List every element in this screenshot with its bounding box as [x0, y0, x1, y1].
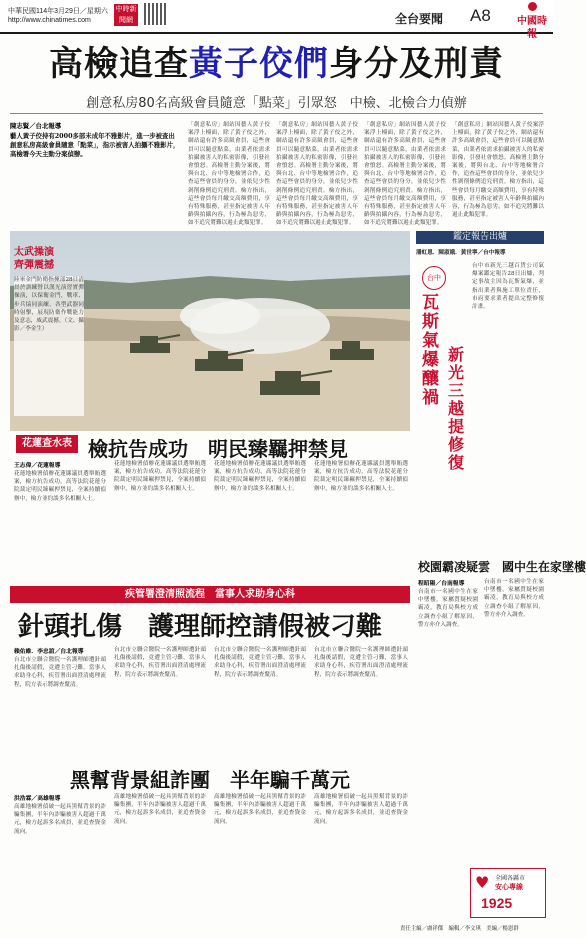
main-body-col-2: 「創意私房」網站因藝人黃子佼案浮上檯面，除了黃子佼之外，網站還有許多高級會員，這些會員可以隨意點菜，由業者依需求拍攝被害人的私密影像，引發社會憤怒。高檢署主動分案後，將與台北、台中等地檢署合作，追查這些會員的身分，並依兒少性剝削條例追究刑責。檢方指出，這些會員每月繳交高額費用，享有特殊服務，甚至指定被害人年齡與拍攝內容，行為極為惡劣，如不追究將難以遏止此類犯罪。 [276, 122, 358, 227]
sidebar-title-2: 新光三越提修復 [448, 345, 465, 472]
main-lede: 藝人黃子佼持有2000多部未成年不雅影片，進一步被查出創意私房高級會員隨意「點菜」，指示被害人拍攝不雅影片，高檢署今天主動分案偵辦。 [10, 132, 180, 158]
story2-body-block [14, 460, 410, 582]
headline-post: 身分及刑責 [329, 44, 504, 84]
sidebar-title-1: 瓦斯氣爆釀禍 [422, 293, 439, 408]
main-headline [0, 36, 553, 85]
story3-title: 針頭扎傷 護理師控請假被刁難 [18, 612, 383, 642]
story3-col-1: 台北市立聯合醫院一名護理師遭針頭扎傷後請假，竟遭主管刁難，當事人求助身心科，疾管署出面澄清處理流程，院方表示將調查釐清。 [14, 657, 106, 688]
page-header [0, 0, 553, 40]
divider [10, 113, 543, 114]
city-badge: 台中 [422, 266, 446, 290]
hotline-number: 1925 [481, 895, 513, 911]
main-byline: 陳志賢／台北報導 [10, 122, 62, 130]
story2-tag: 花蓮查水表 [16, 435, 78, 453]
story4-body-block [14, 793, 410, 931]
main-body-col-1: 「創意私房」網站因藝人黃子佼案浮上檯面，除了黃子佼之外，網站還有許多高級會員，這些會員可以隨意點菜，由業者依需求拍攝被害人的私密影像，引發社會憤怒。高檢署主動分案後，將與台北、台中等地檢署合作，追查這些會員的身分，並依兒少性剝削條例追究刑責。檢方指出，這些會員每月繳交高額費用，享有特殊服務，甚至指定被害人年齡與拍攝內容，行為極為惡劣，如不追究將難以遏止此類犯罪。 [188, 122, 270, 227]
story4-byline: 洪浩霖／高雄報導 [14, 796, 61, 802]
sidebar-label: 鑑定報告出爐 [416, 231, 544, 244]
story2-col-4: 花蓮地檢署偵辦花蓮縣議員選舉賄選案，檢方抗告成功，高等法院花蓮分院裁定明民臻羈押禁見，全案持續偵辦中，檢方並約談多名相關人士。 [314, 461, 408, 492]
caption-tag-2: 齊彈震撼 [14, 260, 54, 271]
story4-col-2: 高雄地檢署偵破一起具黑幫背景的詐騙集團，半年內詐騙被害人超過千萬元，檢方起訴多名成員，並追查資金流向。 [114, 794, 206, 825]
story5-title: 校園霸凌疑雲 國中生在家墜樓 [418, 560, 586, 574]
main-subheadline: 創意私房80名高級會員隨意「點菜」引眾怒 中檢、北檢合力偵辦 [86, 96, 467, 111]
page-number: A8 [470, 6, 491, 25]
story2-byline: 王志偉／花蓮報導 [14, 463, 61, 469]
issue-date: 中華民國114年3月29日／星期六 [8, 8, 108, 15]
story2-col-3: 花蓮地檢署偵辦花蓮縣議員選舉賄選案，檢方抗告成功，高等法院花蓮分院裁定明民臻羈押禁見，全案持續偵辦中，檢方並約談多名相關人士。 [214, 461, 306, 492]
story4-col-4: 高雄地檢署偵破一起具黑幫背景的詐騙集團，半年內詐騙被害人超過千萬元，檢方起訴多名成員，並追查資金流向。 [314, 794, 408, 825]
story3-col-3: 台北市立聯合醫院一名護理師遭針頭扎傷後請假，竟遭主管刁難，當事人求助身心科，疾管署出面澄清處理流程，院方表示將調查釐清。 [214, 647, 306, 678]
story4-col-1: 高雄地檢署偵破一起具黑幫背景的詐騙集團，半年內詐騙被害人超過千萬元，檢方起訴多名成員，並追查資金流向。 [14, 804, 106, 835]
brand-name: 中國時報 [517, 16, 547, 40]
brand-logo [516, 2, 548, 40]
story5-col-2: 台南市一名國中生在家中墜樓，家屬質疑校園霸凌，教育局與校方成立調查小組了解原因，警方亦介入調查。 [484, 579, 544, 618]
small-news-logo: 中時新聞網 [115, 5, 137, 24]
website-url[interactable]: http://www.chinatimes.com [8, 17, 91, 24]
story3-byline: 賴佑維．李忠誼／台北報導 [14, 649, 84, 655]
photo-caption-box [14, 246, 84, 426]
hotline-line-2: 安心專線 [495, 883, 523, 891]
sidebar-box [416, 246, 544, 546]
story5-byline: 程昭陽／台南報導 [418, 581, 465, 587]
lede-box [10, 121, 180, 225]
story2-title: 檢抗告成功 明民臻羈押禁見 [88, 437, 348, 461]
qr-code-icon [144, 3, 166, 25]
hotline-line-1: 全國各縣市 [495, 875, 526, 882]
hotline-ad [470, 868, 546, 918]
main-body-col-3: 「創意私房」網站因藝人黃子佼案浮上檯面，除了黃子佼之外，網站還有許多高級會員，這些會員可以隨意點菜，由業者依需求拍攝被害人的私密影像，引發社會憤怒。高檢署主動分案後，將與台北、台中等地檢署合作，追查這些會員的身分，並依兒少性剝削條例追究刑責。檢方指出，這些會員每月繳交高額費用，享有特殊服務，甚至指定被害人年齡與拍攝內容，行為極為惡劣，如不追究將難以遏止此類犯罪。 [364, 122, 446, 227]
main-body-col-4: 「創意私房」網站因藝人黃子佼案浮上檯面，除了黃子佼之外，網站還有許多高級會員，這些會員可以隨意點菜，由業者依需求拍攝被害人的私密影像，引發社會憤怒。高檢署主動分案後，將與台北、台中等地檢署合作，追查這些會員的身分，並依兒少性剝削條例追究刑責。檢方指出，這些會員每月繳交高額費用，享有特殊服務，甚至指定被害人年齡與拍攝內容，行為極為惡劣，如不追究將難以遏止此類犯罪。 [452, 122, 544, 219]
headline-pre: 高檢追查 [49, 44, 189, 84]
story2-col-1: 花蓮地檢署偵辦花蓮縣議員選舉賄選案，檢方抗告成功，高等法院花蓮分院裁定明民臻羈押禁見，全案持續偵辦中，檢方並約談多名相關人士。 [14, 471, 106, 502]
sidebar-body: 台中市新光三越百貨公司氣爆案鑑定報告28日出爐，判定事故主因為瓦斯氣爆，並指出業者與施工單位責任，市府要求業者提出完整修復計畫。 [472, 263, 544, 311]
heart-icon: ♥ [475, 873, 490, 892]
story4-title: 黑幫背景組詐團 半年騙千萬元 [70, 768, 350, 792]
sidebar-byline: 潘虹恩．陳淑娥．黃世寧／台中報導 [416, 250, 506, 256]
story3-col-2: 台北市立聯合醫院一名護理師遭針頭扎傷後請假，竟遭主管刁難，當事人求助身心科，疾管署出面澄清處理流程，院方表示將調查釐清。 [114, 647, 206, 678]
section-name: 全台要聞 [395, 12, 444, 26]
story5-col-1: 台南市一名國中生在家中墜樓，家屬質疑校園霸凌，教育局與校方成立調查小組了解原因，警方亦介入調查。 [418, 589, 478, 628]
photo-caption: 陸軍金門防衛指揮部28日清晨於訓練營以漢光演習實彈操演，以保衛金門，戰車、步兵協同演練，各型武器同時射擊，展現防衛作戰能力及意志，威武震撼。（文、攝影／李金生） [14, 276, 84, 416]
story4-col-3: 高雄地檢署偵破一起具黑幫背景的詐騙集團，半年內詐騙被害人超過千萬元，檢方起訴多名成員，並追查資金流向。 [214, 794, 306, 825]
brand-dot-icon [528, 2, 537, 11]
headline-highlight: 黃子佼們 [189, 44, 329, 84]
story3-col-4: 台北市立聯合醫院一名護理師遭針頭扎傷後請假，竟遭主管刁難，當事人求助身心科，疾管署出面澄清處理流程，院方表示將調查釐清。 [314, 647, 408, 678]
story5-body-block [418, 578, 544, 866]
story2-col-2: 花蓮地檢署偵辦花蓮縣議員選舉賄選案，檢方抗告成功，高等法院花蓮分院裁定明民臻羈押禁見，全案持續偵辦中，檢方並約談多名相關人士。 [114, 461, 206, 492]
story3-body-block [14, 646, 410, 758]
story3-banner: 疾管署澄清照流程 當事人求助身心科 [10, 586, 410, 603]
caption-tag-1: 太武操演 [14, 247, 54, 258]
editor-credits: 責任主編／盧祥傑 編輯／李文琪 美編／楊恩群 [400, 926, 519, 932]
